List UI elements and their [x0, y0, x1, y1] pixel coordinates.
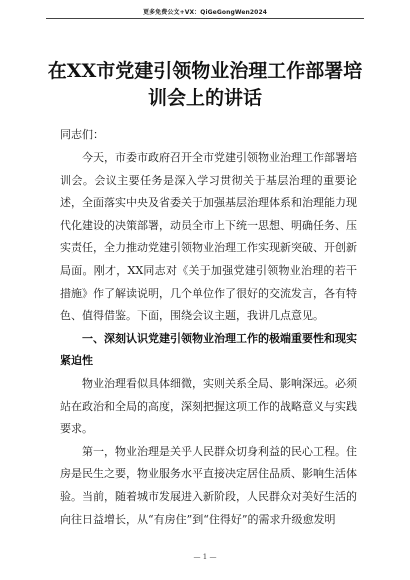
page-number: — 1 — [193, 553, 217, 561]
document-body [60, 147, 357, 531]
section1-paragraph-2: 第一，物业治理是关乎人民群众切身利益的民心工程。住房是民生之要，物业服务水平直接决定居住品质、影响生活体验。当前，随着城市发展进入新阶段，人民群众对美好生活的向往日益增长，从“有房住”到“住得好”的需求升级愈发明 [60, 444, 357, 526]
section1-paragraph-1: 物业治理看似具体细微，实则关系全局、影响深远。必须站在政治和全局的高度，深刻把握这项工作的战略意义与实践要求。 [60, 376, 357, 436]
header-divider [46, 18, 364, 19]
intro-paragraph: 今天，市委市政府召开全市党建引领物业治理工作部署培训会。会议主要任务是深入学习贯彻关于基层治理的重要论述，全面落实中央及省委关于加强基层治理体系和治理能力现代化建设的决策部署，动员全市上下统一思想、明确任务、压实责任，全力推动党建引领物业治理工作实现新突破、开创新局面。刚才，XX同志对《关于加强党建引领物业治理的若干措施》作了解读说明，几个单位作了很好的交流发言，各有特色、值得借鉴。下面，围绕会议主题，我讲几点意见。 [60, 151, 357, 323]
document-title: 在XX市党建引领物业治理工作部署培训会上的讲话 [47, 60, 363, 109]
header-promo-text: 更多免费公文+VX：QiGeGongWen2024 [142, 9, 267, 16]
salutation: 同志们： [60, 128, 104, 141]
section-heading-1: 一、深刻认识党建引领物业治理工作的极端重要性和现实紧迫性 [60, 331, 357, 368]
